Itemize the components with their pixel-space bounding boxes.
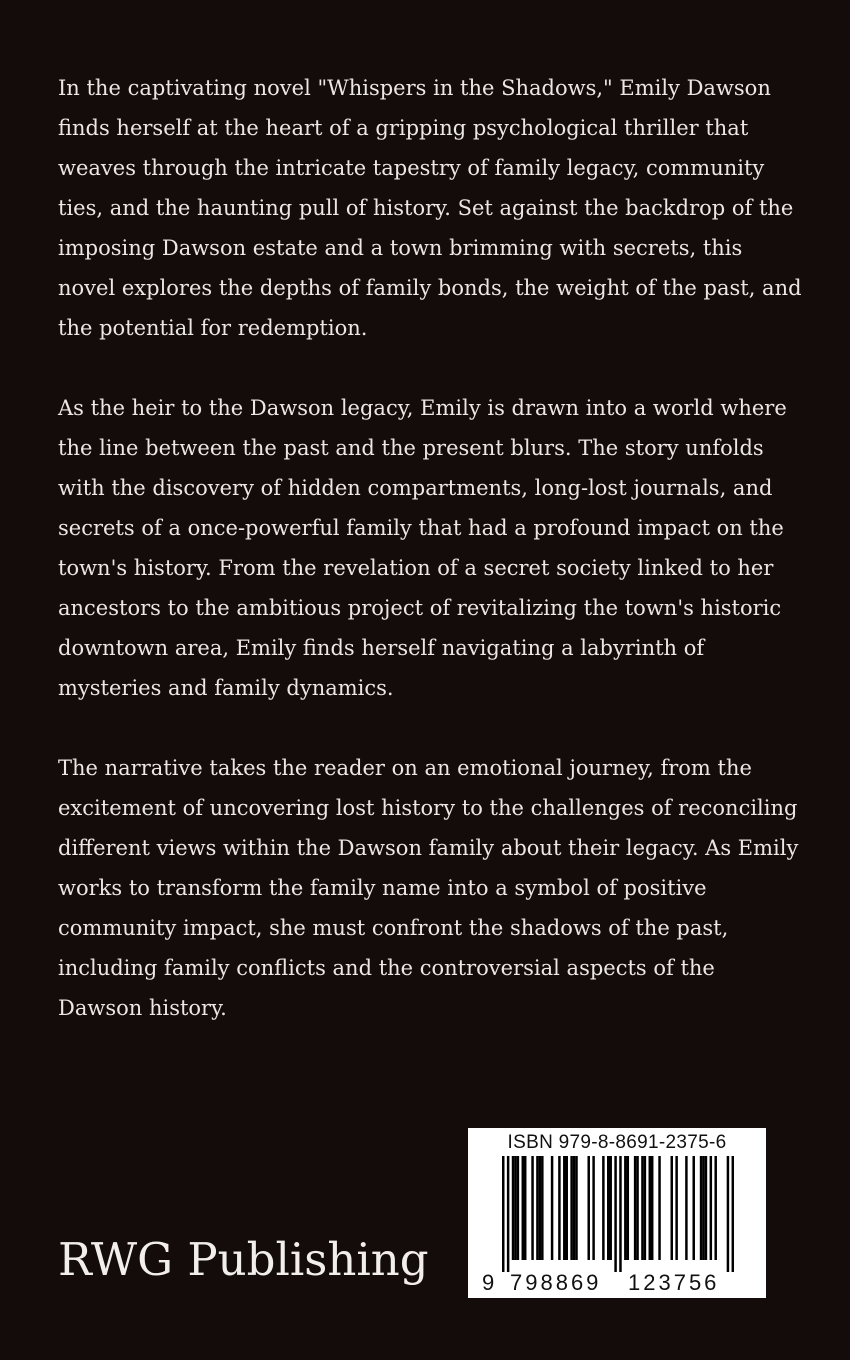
barcode-bar [592, 1156, 594, 1260]
barcode-bar [671, 1156, 673, 1260]
barcode-bar [607, 1156, 609, 1260]
barcode-bar [634, 1156, 636, 1260]
barcode-bar [644, 1156, 646, 1260]
blurb-paragraph-2: As the heir to the Dawson legacy, Emily is drawn into a world where the line between the past and the present blurs. The story unfolds with the discovery of hidden compartments, long-lost journals, and secrets of a once-powerful family that had a profound impact on the town's history. From the revelation of a secret society linked to her ancestors to the ambitious project of revitalizing the town's historic downtown area, Emily finds herself navigating a labyrinth of mysteries and family dynamics. [58, 396, 787, 700]
blurb-paragraph-1: In the captivating novel "Whispers in the Shadows," Emily Dawson finds herself at the heart of a gripping psychological thriller that weaves through the intricate tapestry of family legacy, community ties, and the haunting pull of history. Set against the backdrop of the imposing Dawson estate and a town brimming with secrets, this novel explores the depths of family bonds, the weight of the past, and the potential for redemption. [58, 76, 802, 340]
barcode-bar [563, 1156, 565, 1260]
barcode-bar [512, 1156, 514, 1260]
barcode-bar [658, 1156, 660, 1260]
barcode-bar [609, 1156, 611, 1260]
barcode-bar [541, 1156, 543, 1260]
barcode-bar [705, 1156, 707, 1260]
barcode-digits [468, 1270, 766, 1296]
barcode-bar [692, 1156, 694, 1260]
barcode-bar [627, 1156, 629, 1260]
barcode-bar [700, 1156, 702, 1260]
barcode-bars [502, 1156, 734, 1272]
barcode-bar [517, 1156, 519, 1260]
barcode-bar [531, 1156, 533, 1260]
barcode-bar [602, 1156, 604, 1260]
barcode-bar [565, 1156, 567, 1260]
barcode-bar [624, 1156, 626, 1260]
barcode-bar [710, 1156, 712, 1260]
barcode-bar [636, 1156, 638, 1260]
barcode-bar [575, 1156, 577, 1260]
barcode-bar [507, 1156, 509, 1272]
barcode-bar [641, 1156, 643, 1260]
barcode-bar [570, 1156, 572, 1260]
barcode-bar [651, 1156, 653, 1260]
barcode-bar [522, 1156, 524, 1260]
barcode-bar [573, 1156, 575, 1260]
isbn-label: ISBN 979-8-8691-2375-6 [507, 1132, 727, 1153]
barcode-bar [714, 1156, 716, 1260]
blurb [58, 68, 803, 1068]
barcode-bar [727, 1156, 729, 1272]
barcode-bar [536, 1156, 538, 1260]
isbn-barcode [468, 1128, 766, 1298]
blurb-paragraph-3: The narrative takes the reader on an emotional journey, from the excitement of uncovering lost history to the challenges of reconciling different views within the Dawson family about their legacy. As Emily works to transform the family name into a symbol of positive community impact, she must confront the shadows of the past, including family conflicts and the controversial aspects of the Dawson history. [58, 756, 799, 1020]
barcode-bar [732, 1156, 734, 1272]
barcode-digit-lead: 9 [482, 1270, 495, 1295]
barcode-digits-left: 798869 [510, 1270, 602, 1295]
barcode-bar [685, 1156, 687, 1260]
barcode-bar [702, 1156, 704, 1260]
barcode-bar [514, 1156, 516, 1260]
barcode-bar [675, 1156, 677, 1260]
barcode-bar [558, 1156, 560, 1260]
barcode-bar [539, 1156, 541, 1260]
barcode-digits-right: 123756 [628, 1270, 720, 1295]
barcode-bar [619, 1156, 621, 1272]
barcode-bar [524, 1156, 526, 1260]
barcode-bar [649, 1156, 651, 1260]
barcode-bar [587, 1156, 589, 1260]
barcode-bar [614, 1156, 616, 1272]
publisher-name: RWG Publishing [58, 1233, 429, 1286]
barcode-bar [502, 1156, 504, 1272]
barcode-bar [551, 1156, 553, 1260]
